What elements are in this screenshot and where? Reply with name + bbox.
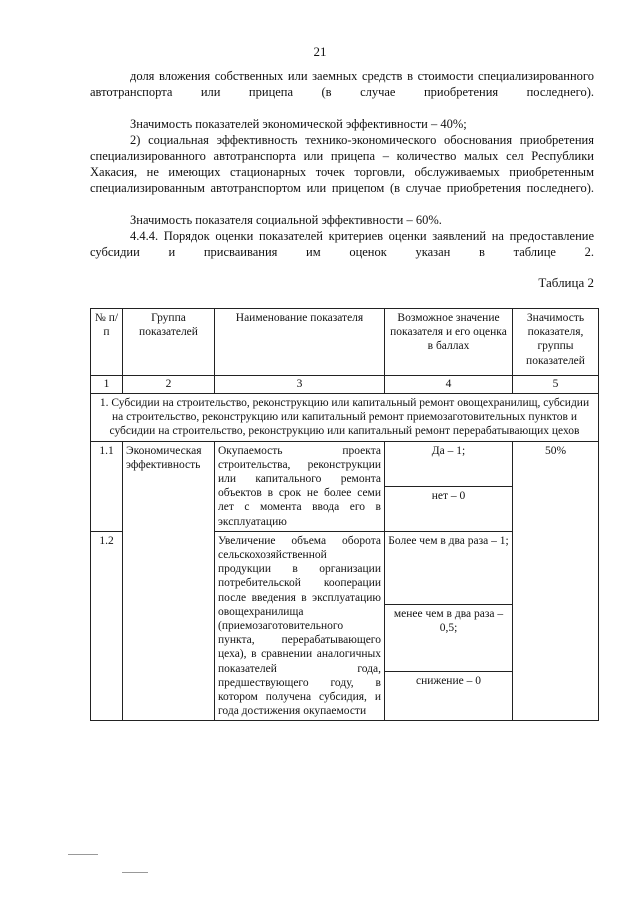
paragraph-share-investment: доля вложения собственных или заемных средств в стоимости специализированного автотранспорта или прицепа (в случае приобретения последнего). — [90, 69, 594, 99]
section-title: 1. Субсидии на строительство, реконструкцию или капитальный ремонт овощехранилищ, субсидии на строительство, реконструкцию или капитальный ремонт приемозаготовительных пунктов и субсидии на строительство, реконструкцию или капитальный ремонт перерабатывающих цехов — [91, 394, 599, 442]
paragraph-assessment-order: 4.4.4. Порядок оценки показателей критериев оценки заявлений на предоставление субсидии и присваивания им оценок указан в таблице 2. — [90, 229, 594, 259]
indicator-group: Экономическая эффективность — [123, 441, 215, 721]
section-title-row — [91, 394, 599, 442]
column-numbers-row — [91, 376, 599, 394]
paragraph-economic-significance: Значимость показателей экономической эффективности – 40%; — [130, 117, 467, 131]
column-number: 3 — [215, 376, 385, 394]
header-possible-value: Возможное значение показателя и его оценка в баллах — [385, 309, 513, 376]
row-number: 1.2 — [91, 531, 123, 721]
value-option: Более чем в два раза – 1; — [385, 532, 512, 605]
header-group: Группа показателей — [123, 309, 215, 376]
column-number: 4 — [385, 376, 513, 394]
paragraph-social-significance: Значимость показателя социальной эффективности – 60%. — [130, 213, 442, 227]
indicator-name: Окупаемость проекта строительства, реконструкции или капитального ремонта объектов в срок не более семи лет с момента ввода его в эксплуатацию — [215, 441, 385, 531]
column-number: 2 — [123, 376, 215, 394]
column-number: 1 — [91, 376, 123, 394]
header-significance: Значимость показателя, группы показателей — [513, 309, 599, 376]
value-option: менее чем в два раза – 0,5; — [385, 605, 512, 672]
header-number: № п/п — [91, 309, 123, 376]
value-option: снижение – 0 — [416, 674, 481, 687]
value-option: Да – 1; — [385, 442, 512, 487]
row-number: 1.1 — [91, 441, 123, 531]
value-cell — [385, 441, 513, 531]
value-cell — [385, 531, 513, 721]
table-caption: Таблица 2 — [538, 275, 594, 290]
header-indicator: Наименование показателя — [215, 309, 385, 376]
scan-marks — [60, 852, 180, 892]
column-number: 5 — [513, 376, 599, 394]
table-row — [91, 441, 599, 531]
evaluation-table — [90, 308, 599, 721]
paragraph-social-efficiency: 2) социальная эффективность технико-экономического обоснования приобретения специализированного автотранспорта или прицепа – количество малых сел Республики Хакасия, не имеющих стационарных точек торговли, обслуживаемых приобретенным специализированным автотранспортом или прицепом (в случае приобретения последнего). — [90, 133, 594, 195]
table-header-row — [91, 309, 599, 376]
page-number: 21 — [313, 44, 327, 59]
indicator-name: Увеличение объема оборота сельскохозяйственной продукции в организации потребительской кооперации после введения в эксплуатацию овощехранилища (приемозаготовительного пункта, перерабатывающего цеха), в сравнении аналогичных показателей года, предшествующего году, в котором получена субсидия, и года достижения окупаемости — [215, 531, 385, 721]
value-option: нет – 0 — [431, 489, 466, 502]
significance-value: 50% — [513, 441, 599, 721]
